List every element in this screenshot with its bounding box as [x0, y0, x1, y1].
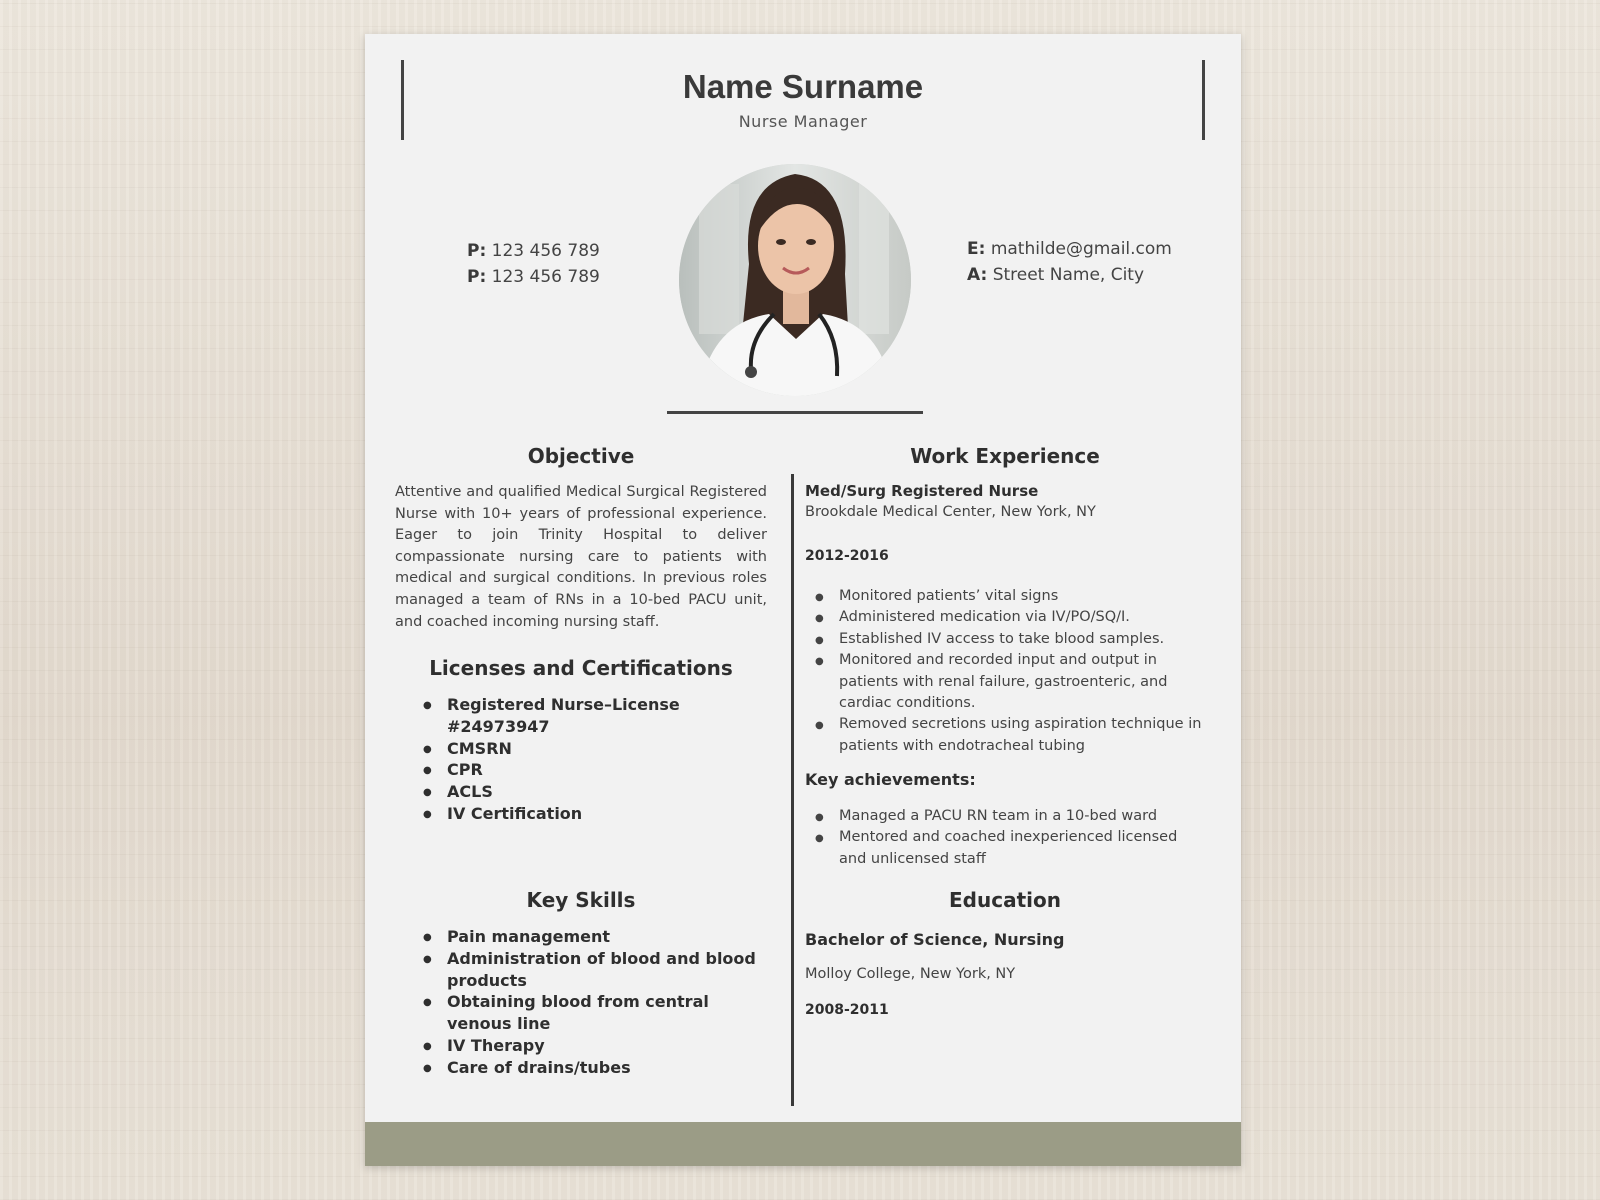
- job-title: Med/Surg Registered Nurse: [805, 482, 1039, 500]
- email-line: [967, 236, 1172, 262]
- list-item: ● CMSRN: [421, 738, 771, 760]
- profile-photo: [679, 164, 911, 396]
- resume-name: Name Surname: [682, 68, 924, 105]
- list-item: ● Managed a PACU RN team in a 10-bed ward: [813, 806, 1203, 827]
- duties-list: [813, 586, 1203, 757]
- list-item: ● Registered Nurse–License #24973947: [421, 694, 771, 738]
- achievements-list: [813, 806, 1203, 870]
- education-dates: 2008-2011: [805, 1002, 889, 1018]
- list-item: ● Mentored and coached inexperienced licensed and unlicensed staff: [813, 827, 1203, 870]
- list-item: ● Pain management: [421, 926, 771, 948]
- list-item: ● Obtaining blood from central venous line: [421, 991, 771, 1035]
- list-item: ● Monitored and recorded input and output in patients with renal failure, gastroenteric, and cardiac conditions.: [813, 650, 1203, 714]
- list-item: ● ACLS: [421, 781, 771, 803]
- address-value: Street Name, City: [992, 265, 1145, 285]
- licenses-list: [421, 694, 771, 825]
- education-degree: Bachelor of Science, Nursing: [805, 930, 1065, 949]
- list-item: ● Administration of blood and blood products: [421, 948, 771, 992]
- skills-heading: Key Skills: [526, 888, 636, 912]
- column-divider: [791, 474, 794, 1106]
- list-item: ● Monitored patients’ vital signs: [813, 586, 1203, 607]
- phone-line-1: [467, 238, 600, 264]
- licenses-heading: Licenses and Certifications: [429, 656, 733, 680]
- contact-phones: [467, 238, 600, 290]
- photo-underline: [667, 411, 923, 414]
- list-item: ● Established IV access to take blood samples.: [813, 629, 1203, 650]
- objective-text: Attentive and qualified Medical Surgical Registered Nurse with 10+ years of professional experience. Eager to join Trinity Hospital to deliver compassionate nursing care to patients with medical and surgical conditions. In previous roles managed a team of RNs in a 10-bed PACU unit, and coached incoming nursing staff.: [395, 484, 767, 630]
- list-item: ● IV Certification: [421, 803, 771, 825]
- phone-value-1: 123 456 789: [491, 241, 600, 261]
- list-item: ● Removed secretions using aspiration technique in patients with endotracheal tubing: [813, 714, 1203, 757]
- experience-heading: Work Experience: [910, 444, 1100, 468]
- profile-photo-illustration: [679, 164, 911, 396]
- list-item: ● Care of drains/tubes: [421, 1057, 771, 1079]
- skills-list: [421, 926, 771, 1079]
- phone-label-1: P:: [467, 241, 487, 261]
- phone-line-2: [467, 264, 600, 290]
- phone-value-2: 123 456 789: [491, 267, 600, 287]
- achievements-heading: Key achievements:: [805, 770, 976, 789]
- phone-label-2: P:: [467, 267, 487, 287]
- email-label: E:: [967, 239, 986, 259]
- resume-job-title: Nurse Manager: [738, 112, 868, 131]
- address-label: A:: [967, 265, 988, 285]
- objective-heading: Objective: [527, 444, 635, 468]
- contact-email-address: [967, 236, 1172, 288]
- email-value: mathilde@gmail.com: [990, 239, 1172, 259]
- list-item: ● CPR: [421, 759, 771, 781]
- list-item: ● Administered medication via IV/PO/SQ/I.: [813, 607, 1203, 628]
- job-employer: Brookdale Medical Center, New York, NY: [805, 504, 1096, 520]
- list-item: ● IV Therapy: [421, 1035, 771, 1057]
- resume-page: [365, 34, 1241, 1166]
- education-school: Molloy College, New York, NY: [805, 966, 1016, 982]
- education-heading: Education: [949, 888, 1061, 912]
- job-dates: 2012-2016: [805, 548, 889, 564]
- footer-accent-band: [365, 1122, 1241, 1166]
- address-line: [967, 262, 1172, 288]
